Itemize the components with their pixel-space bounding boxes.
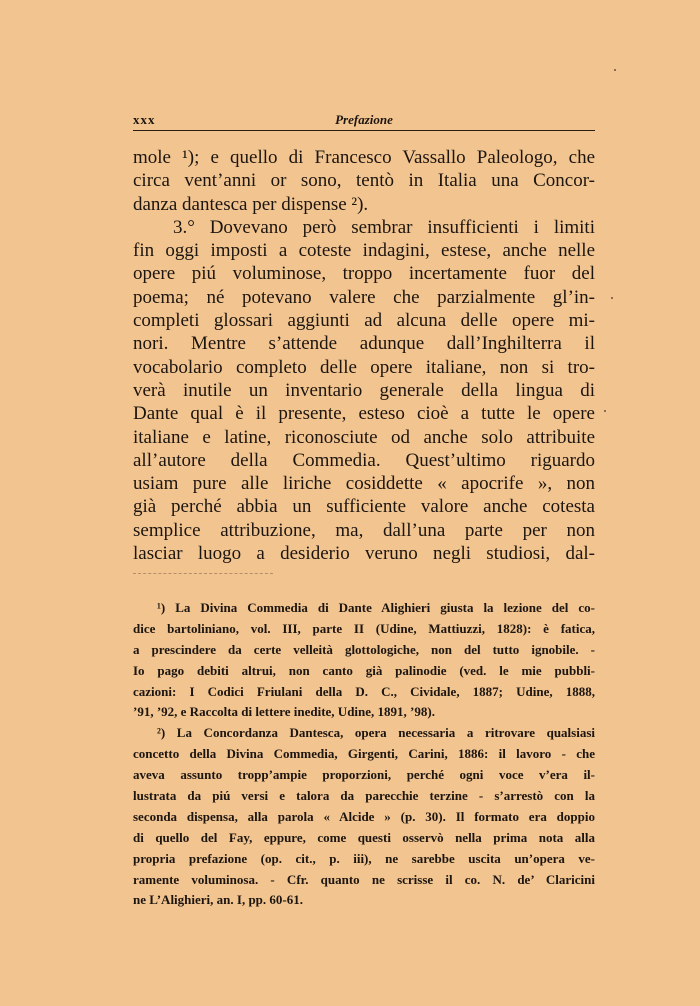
text-line: all’autore della Commedia. Quest’ultimo riguardo <box>133 449 595 471</box>
text-line: italiane e latine, riconosciute od anche solo attribuite <box>133 426 595 448</box>
footnote-line: cazioni: I Codici Friulani della D. C., Cividale, 1887; Udine, 1888, <box>133 683 595 699</box>
text-line: fin oggi imposti a coteste indagini, estese, anche nelle <box>133 240 595 262</box>
footnotes <box>133 598 595 911</box>
text-line: verà inutile un inventario generale della lingua di <box>133 379 595 401</box>
text-line: 3.° Dovevano però sembrar insufficienti i limiti <box>173 216 595 238</box>
text-line: completi glossari aggiunti ad alcuna delle opere mi- <box>133 310 595 332</box>
footnote-line: lustrata da piú versi e talora da parecchie terzine - s’arrestò con la <box>133 788 595 804</box>
text-line: opere piú voluminose, troppo incertamente fuor del <box>133 263 595 285</box>
text-line: poema; né potevano valere che parzialmente gl’in- <box>133 286 595 308</box>
text-line: mole ¹); e quello di Francesco Vassallo Paleologo, che <box>133 147 595 168</box>
footnote-line: ’91, ’92, e Raccolta di lettere inedite, Udine, 1891, ’98). <box>133 704 435 720</box>
footnote-line: seconda dispensa, alla parola « Alcide » (p. 30). Il formato era doppio <box>133 808 595 824</box>
paper-speck <box>604 410 606 412</box>
footnote-line: concetto della Divina Commedia, Girgenti, Carini, 1886: il lavoro - che <box>133 746 595 762</box>
footnote-line: ²) La Concordanza Dantesca, opera necessaria a ritrovare qualsiasi <box>157 725 595 741</box>
page-header <box>133 112 595 130</box>
running-title: Prefazione <box>335 112 393 127</box>
text-line: usiam pure alle liriche cosiddette « apocrife », non <box>133 473 595 495</box>
text-line: lasciar luogo a desiderio veruno negli studiosi, dal- <box>133 543 595 565</box>
footnote-line: propria prefazione (op. cit., p. iii), ne sarebbe uscita un’opera ve- <box>133 850 595 866</box>
footnote-line: ramente voluminosa. - Cfr. quanto ne scrisse il co. N. de’ Claricini <box>133 871 595 887</box>
footnote-line: ne L’Alighieri, an. I, pp. 60-61. <box>133 892 303 908</box>
footnote-line: dice bartoliniano, vol. III, parte II (Udine, Mattiuzzi, 1828): è fatica, <box>133 620 595 636</box>
paper-speck <box>611 297 613 299</box>
cut-off-line-fragment <box>133 573 273 580</box>
footnote-line: ¹) La Divina Commedia di Dante Alighieri giusta la lezione del co- <box>157 600 595 615</box>
main-text <box>133 146 595 565</box>
footnote-line: Io pago debiti altrui, non canto già palinodie (ved. le mie pubbli- <box>133 662 595 678</box>
footnote-line: di quello del Fay, eppure, come questi osservò nella prima nota alla <box>133 829 595 845</box>
text-line: semplice attribuzione, ma, dall’una parte per non <box>133 519 595 541</box>
footnote-line: aveva assunto tropp’ampie proporzioni, perché ogni voce v’era il- <box>133 767 595 783</box>
page-number: xxx <box>133 112 156 127</box>
paper-speck <box>614 69 616 71</box>
footnote-line: a prescindere da certe velleità glottologiche, non del tutto ignobile. - <box>133 641 595 657</box>
text-line: Dante qual è il presente, esteso cioè a tutte le opere <box>133 403 595 425</box>
text-line: vocabolario completo delle opere italiane, non si tro- <box>133 356 595 378</box>
text-line: nori. Mentre s’attende adunque dall’Inghilterra il <box>133 333 595 355</box>
text-line: danza dantesca per dispense ²). <box>133 193 369 215</box>
text-line: già perché abbia un sufficiente valore anche cotesta <box>133 496 595 518</box>
header-rule <box>133 130 595 131</box>
text-line: circa vent’anni or sono, tentò in Italia una Concor- <box>133 170 595 192</box>
